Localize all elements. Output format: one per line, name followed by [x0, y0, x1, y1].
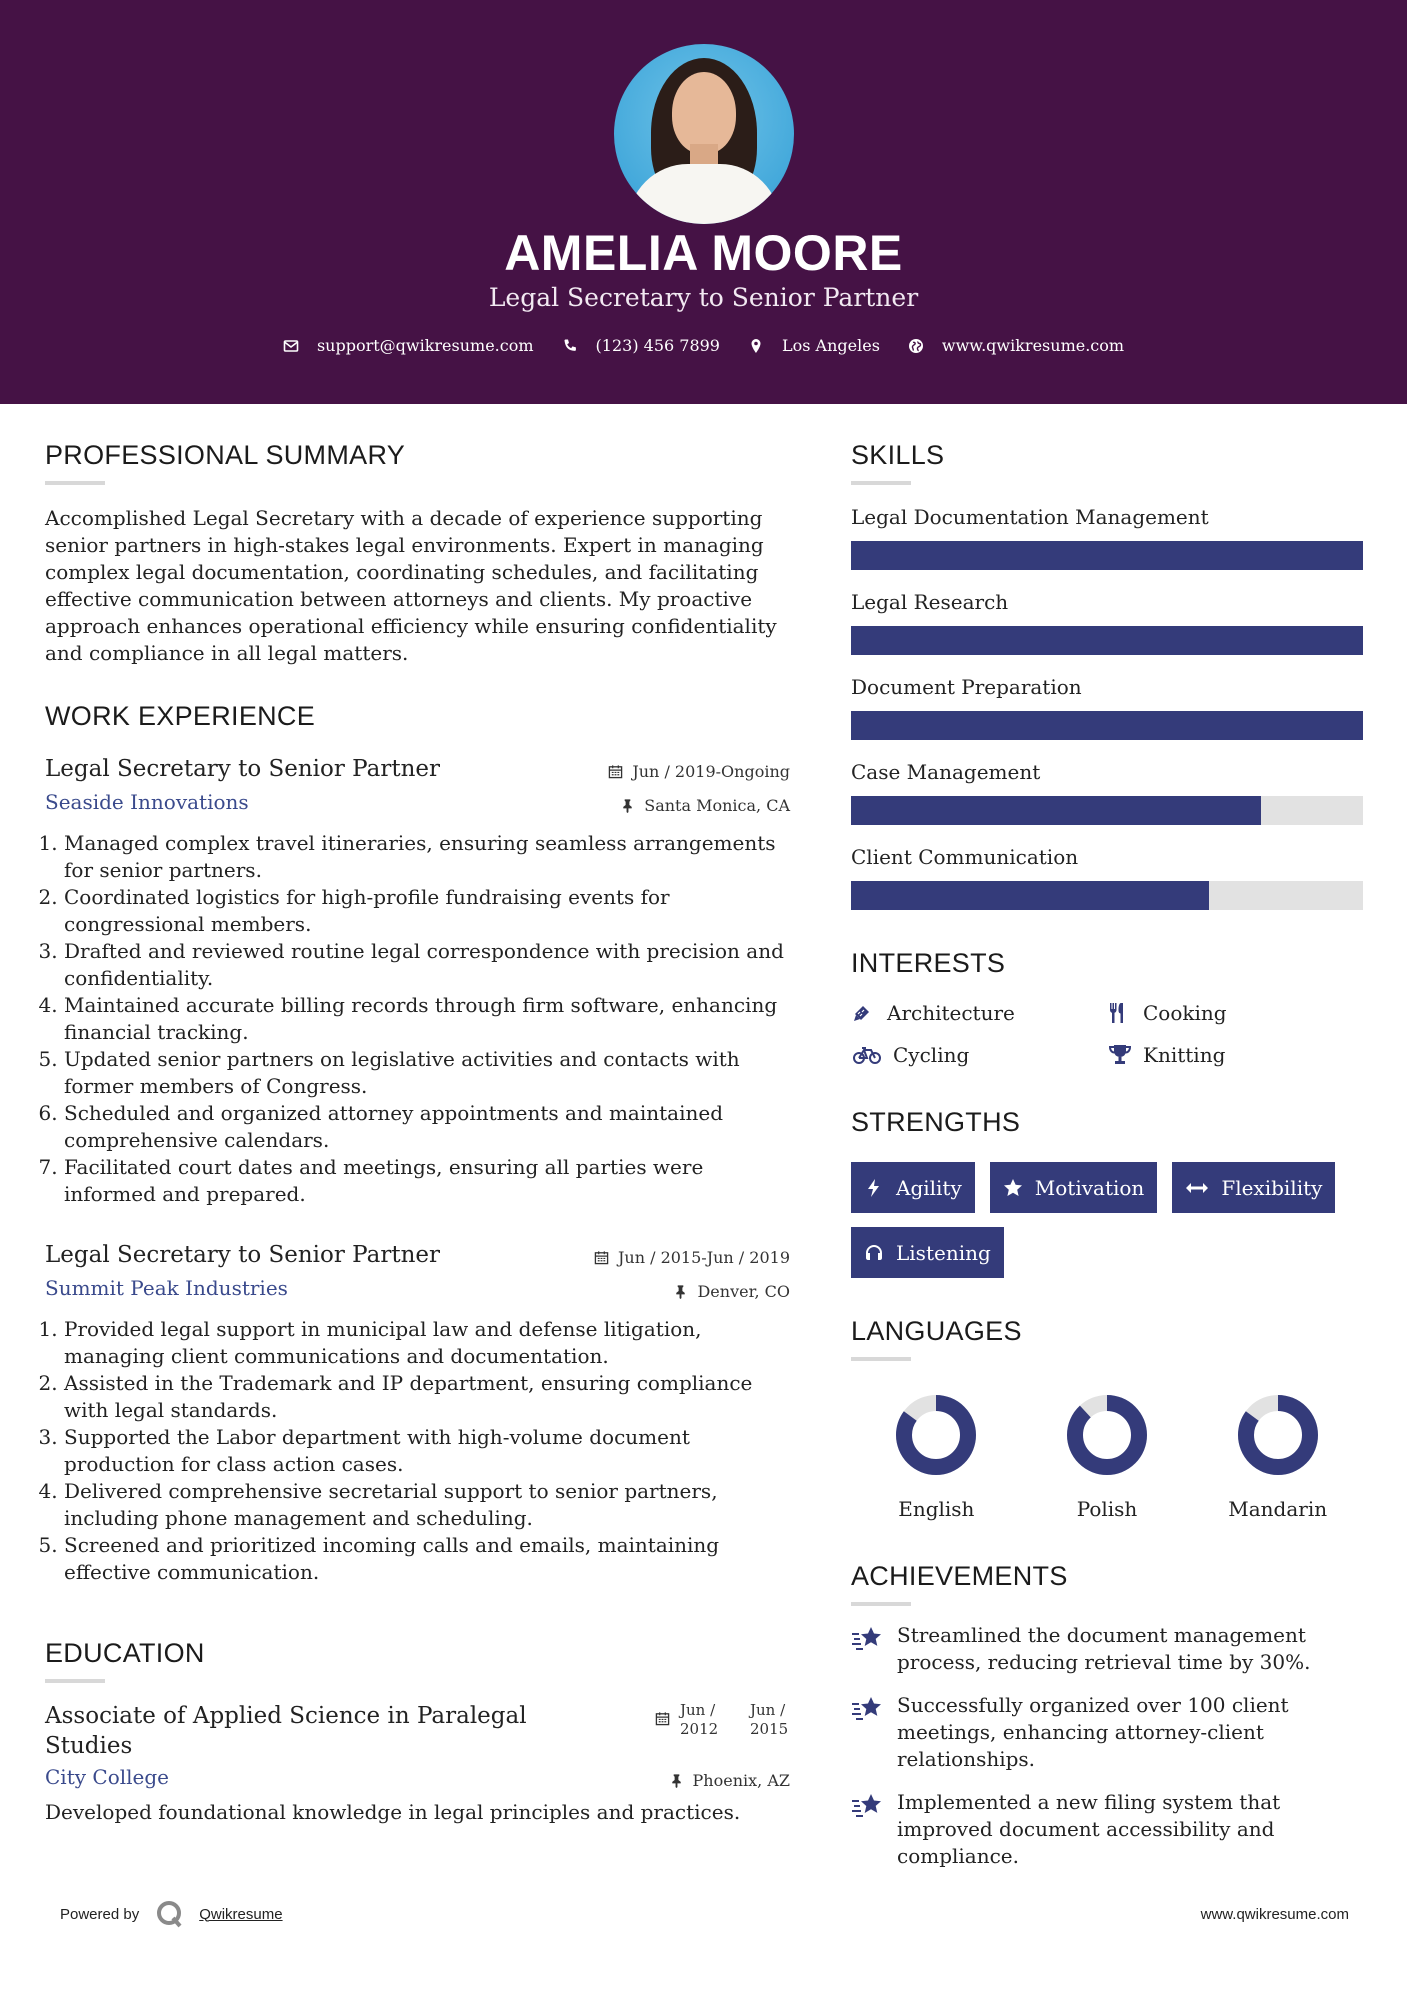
- language-donut: [892, 1391, 980, 1479]
- skill-label: Document Preparation: [851, 675, 1082, 699]
- bicycle-icon: [851, 1044, 883, 1066]
- job-bullets: [45, 830, 790, 1208]
- interests-heading: INTERESTS: [851, 948, 1006, 978]
- achievements-heading: ACHIEVEMENTS: [851, 1561, 1068, 1591]
- list-item: 4. Delivered comprehensive secretarial support to senior partners, including phone management and scheduling.: [64, 1478, 790, 1532]
- education-entry: [45, 1701, 790, 1826]
- list-item: 5. Screened and prioritized incoming calls and emails, maintaining effective communication.: [64, 1532, 790, 1586]
- pushpin-icon: [669, 1773, 684, 1788]
- section-rule: [851, 481, 911, 485]
- achievements-list: [851, 1622, 1363, 1870]
- strength-badge: Agility: [851, 1162, 975, 1213]
- shooting-star-icon: [851, 1694, 885, 1724]
- job-entry: [45, 756, 790, 1208]
- phone-text: (123) 456 7899: [595, 336, 720, 355]
- achievement-item: Successfully organized over 100 client meetings, enhancing attorney-client relationships.: [851, 1692, 1363, 1773]
- interest-item: Cooking: [1107, 1001, 1363, 1025]
- section-rule: [45, 481, 105, 485]
- email-text: support@qwikresume.com: [316, 336, 534, 355]
- skill-label: Case Management: [851, 760, 1041, 784]
- list-item: 5. Updated senior partners on legislative activities and contacts with former members of Congress.: [64, 1046, 790, 1100]
- footer-website[interactable]: www.qwikresume.com: [1200, 1906, 1349, 1923]
- job-location: Santa Monica, CA: [620, 796, 790, 815]
- profile-photo: [614, 44, 794, 224]
- star-icon: [1003, 1178, 1023, 1198]
- left-column: [45, 440, 790, 1826]
- candidate-name: AMELIA MOORE: [504, 225, 903, 281]
- languages-list: [851, 1391, 1363, 1521]
- skill-label: Legal Research: [851, 590, 1009, 614]
- contact-website[interactable]: [908, 336, 1124, 355]
- skill-bar: [851, 711, 1363, 740]
- right-column: [851, 440, 1363, 1870]
- education-location: Phoenix, AZ: [669, 1771, 790, 1790]
- list-item: 2. Assisted in the Trademark and IP department, ensuring compliance with legal standards.: [64, 1370, 790, 1424]
- job-title: Legal Secretary to Senior Partner: [45, 1242, 440, 1268]
- language-item: [1022, 1391, 1193, 1521]
- achievement-item: Implemented a new filing system that improved document accessibility and compliance.: [851, 1789, 1363, 1870]
- job-date: Jun / 2019-Ongoing: [608, 762, 790, 781]
- envelope-icon: [283, 338, 299, 354]
- map-pin-icon: [748, 338, 764, 354]
- skill-fill: [851, 881, 1209, 910]
- arrows-horizontal-icon: [1185, 1178, 1209, 1198]
- lightning-icon: [864, 1178, 884, 1198]
- achievement-item: Streamlined the document management process, reducing retrieval time by 30%.: [851, 1622, 1363, 1676]
- strengths-heading: STRENGTHS: [851, 1107, 1021, 1137]
- languages-heading: LANGUAGES: [851, 1316, 1022, 1346]
- interest-item: Knitting: [1107, 1043, 1363, 1067]
- skill-label: Legal Documentation Management: [851, 505, 1209, 529]
- summary-heading: PROFESSIONAL SUMMARY: [45, 440, 406, 470]
- skill-fill: [851, 541, 1363, 570]
- website-text: www.qwikresume.com: [941, 336, 1125, 355]
- language-donut: [1234, 1391, 1322, 1479]
- job-bullets: [45, 1316, 790, 1586]
- school-name: City College: [45, 1765, 170, 1789]
- language-name: Mandarin: [1228, 1497, 1328, 1521]
- interest-item: Cycling: [851, 1043, 1107, 1067]
- list-item: 6. Scheduled and organized attorney appointments and maintained comprehensive calendars.: [64, 1100, 790, 1154]
- section-rule: [851, 1357, 911, 1361]
- strengths-list: [851, 1162, 1363, 1278]
- skills-list: [851, 505, 1363, 910]
- language-donut: [1063, 1391, 1151, 1479]
- skill-fill: [851, 796, 1261, 825]
- company-name: Summit Peak Industries: [45, 1276, 288, 1300]
- contact-phone[interactable]: [562, 336, 720, 355]
- contact-email[interactable]: [283, 336, 534, 355]
- shooting-star-icon: [851, 1791, 885, 1821]
- headphones-icon: [864, 1243, 884, 1263]
- interest-item: Architecture: [851, 1001, 1107, 1025]
- pushpin-icon: [673, 1284, 688, 1299]
- footer-powered-by: [60, 1899, 283, 1929]
- education-description: Developed foundational knowledge in legal principles and practices.: [45, 1800, 741, 1824]
- education-heading: EDUCATION: [45, 1638, 205, 1668]
- calendar-icon: [608, 764, 623, 779]
- qwikresume-logo-icon: [155, 1899, 185, 1929]
- skills-heading: SKILLS: [851, 440, 945, 470]
- skill-fill: [851, 626, 1363, 655]
- list-item: 1. Managed complex travel itineraries, ensuring seamless arrangements for senior partners.: [64, 830, 790, 884]
- cutlery-icon: [1107, 1002, 1133, 1024]
- ruler-pencil-icon: [851, 1002, 877, 1024]
- phone-icon: [562, 338, 578, 354]
- skill-bar: [851, 541, 1363, 570]
- candidate-title: Legal Secretary to Senior Partner: [488, 283, 919, 312]
- powered-by-label: Powered by: [60, 1905, 140, 1923]
- list-item: 4. Maintained accurate billing records through firm software, enhancing financial tracking.: [64, 992, 790, 1046]
- list-item: 3. Supported the Labor department with high-volume document production for class action cases.: [64, 1424, 790, 1478]
- interests-list: [851, 1001, 1363, 1067]
- job-location: Denver, CO: [673, 1282, 790, 1301]
- job-entry: [45, 1242, 790, 1586]
- list-item: 3. Drafted and reviewed routine legal correspondence with precision and confidentiality.: [64, 938, 790, 992]
- calendar-icon: [655, 1711, 670, 1726]
- contact-location: [748, 336, 880, 355]
- section-rule: [851, 1602, 911, 1606]
- list-item: 7. Facilitated court dates and meetings, ensuring all parties were informed and prepared.: [64, 1154, 790, 1208]
- job-title: Legal Secretary to Senior Partner: [45, 756, 440, 782]
- language-name: Polish: [1076, 1497, 1138, 1521]
- language-item: [851, 1391, 1022, 1521]
- contact-bar: [0, 336, 1407, 355]
- skill-bar: [851, 626, 1363, 655]
- globe-icon: [908, 338, 924, 354]
- section-rule: [45, 1679, 105, 1683]
- skill-label: Client Communication: [851, 845, 1079, 869]
- strength-badge: Listening: [851, 1227, 1004, 1278]
- location-text: Los Angeles: [781, 336, 880, 355]
- strength-badge: Motivation: [990, 1162, 1158, 1213]
- skill-bar: [851, 881, 1363, 910]
- summary-text: Accomplished Legal Secretary with a decade of experience supporting senior partners in high-stakes legal environments. Expert in managing complex legal documentation, coordinating schedules, and facilitating effective communication between attorneys and clients. My proactive approach enhances operational efficiency while ensuring confidentiality and compliance in all legal matters.: [45, 506, 777, 665]
- language-name: English: [898, 1497, 975, 1521]
- experience-heading: WORK EXPERIENCE: [45, 701, 316, 731]
- degree-title: Associate of Applied Science in Paralegal Studies: [45, 1703, 527, 1759]
- header: [0, 0, 1407, 404]
- shooting-star-icon: [851, 1624, 885, 1654]
- skill-fill: [851, 711, 1363, 740]
- company-name: Seaside Innovations: [45, 790, 249, 814]
- skill-bar: [851, 796, 1363, 825]
- list-item: 2. Coordinated logistics for high-profile fundraising events for congressional members.: [64, 884, 790, 938]
- pushpin-icon: [620, 798, 635, 813]
- job-date: Jun / 2015-Jun / 2019: [594, 1248, 790, 1267]
- calendar-icon: [594, 1250, 609, 1265]
- education-date: Jun / 2012 Jun / 2015: [655, 1701, 790, 1739]
- brand-link[interactable]: Qwikresume: [199, 1905, 283, 1923]
- trophy-icon: [1107, 1044, 1133, 1066]
- strength-badge: Flexibility: [1172, 1162, 1335, 1213]
- language-item: [1192, 1391, 1363, 1521]
- list-item: 1. Provided legal support in municipal law and defense litigation, managing client communications and documentation.: [64, 1316, 790, 1370]
